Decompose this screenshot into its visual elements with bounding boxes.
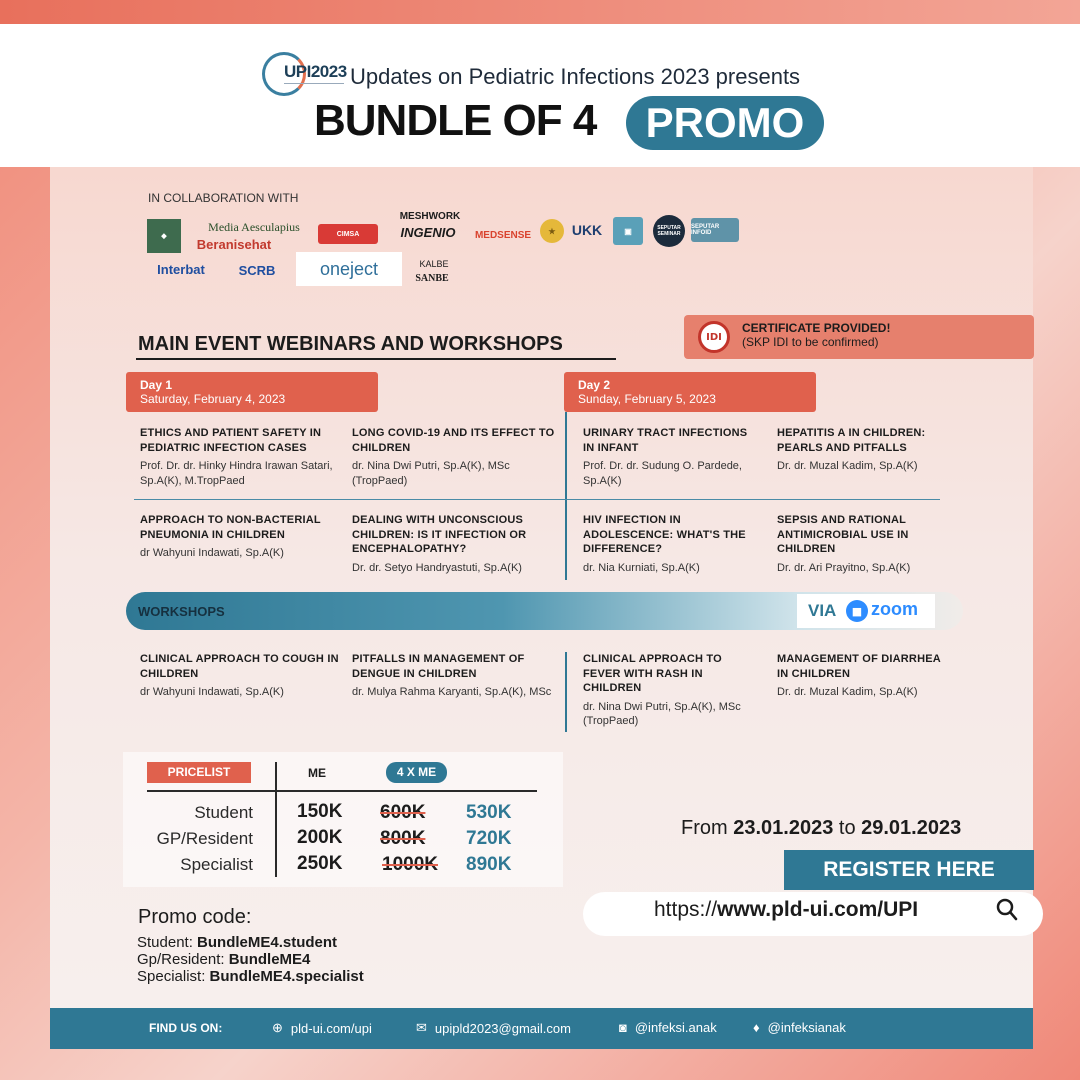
price-old: 600K xyxy=(380,802,426,823)
sponsor-ukk: UKK xyxy=(571,222,603,238)
idi-seal-icon: IDI xyxy=(698,321,730,353)
session-speaker: Dr. dr. Muzal Kadim, Sp.A(K) xyxy=(777,460,918,472)
promo-code-specialist xyxy=(137,968,364,985)
search-icon[interactable] xyxy=(996,898,1018,922)
pricelist-hrule xyxy=(147,790,537,792)
session-speaker: Prof. Dr. dr. Hinky Hindra Irawan Satari, Sp.A(K), M.TropPaed xyxy=(140,460,333,487)
sponsor-scrb: SCRB xyxy=(238,262,276,278)
date-end: 29.01.2023 xyxy=(861,817,962,839)
workshop-speaker: dr. Mulya Rahma Karyanti, Sp.A(K), MSc xyxy=(352,686,552,698)
sponsor-interbat: Interbat xyxy=(157,261,205,277)
presents-text: Updates on Pediatric Infections 2023 presents xyxy=(350,64,801,89)
price-me: 150K xyxy=(297,801,343,822)
session-long-covid xyxy=(352,426,557,488)
day1-label: Day 1 xyxy=(140,378,173,392)
date-to-label: to xyxy=(833,817,862,839)
date-from-label: From xyxy=(681,817,734,839)
promo-code-resident xyxy=(137,951,310,968)
day-divider xyxy=(565,412,567,580)
session-title: HEPATITIS A IN CHILDREN: PEARLS AND PITFALLS xyxy=(777,427,926,454)
date-start: 23.01.2023 xyxy=(733,817,834,839)
day1-date: Saturday, February 4, 2023 xyxy=(140,392,286,406)
price-category: Specialist xyxy=(180,855,253,874)
price-me: 200K xyxy=(297,827,343,848)
price-old: 800K xyxy=(380,828,426,849)
price-new: 890K xyxy=(466,854,512,875)
session-speaker: Dr. dr. Setyo Handryastuti, Sp.A(K) xyxy=(352,561,522,574)
sponsor-kalbe: KALBE xyxy=(419,259,449,269)
sponsor-seputar-infoid: SEPUTAR INFOID xyxy=(691,218,739,242)
workshop-title: CLINICAL APPROACH TO FEVER WITH RASH IN CHILDREN xyxy=(583,653,722,694)
certificate-subtitle: (SKP IDI to be confirmed) xyxy=(742,335,879,349)
workshop-title: MANAGEMENT OF DIARRHEA IN CHILDREN xyxy=(777,653,941,680)
session-title: APPROACH TO NON-BACTERIAL PNEUMONIA IN CHILDREN xyxy=(140,514,321,541)
instagram-text: @infeksi.anak xyxy=(634,1020,717,1035)
promo-who: Student: xyxy=(137,934,198,951)
footer-website[interactable] xyxy=(272,1020,372,1036)
email-text: upipld2023@gmail.com xyxy=(434,1020,571,1036)
session-row-divider xyxy=(134,499,940,500)
workshop-dengue xyxy=(352,652,557,700)
globe-icon: ⊕ xyxy=(272,1020,283,1035)
promo-code: BundleME4.specialist xyxy=(209,968,364,985)
session-sepsis xyxy=(777,513,952,575)
sponsor-green-logo: ◆ xyxy=(147,219,181,253)
price-new: 720K xyxy=(466,828,512,849)
workshop-title: CLINICAL APPROACH TO COUGH IN CHILDREN xyxy=(140,653,339,680)
promo-code-student xyxy=(137,934,337,951)
main-title: MAIN EVENT WEBINARS AND WORKSHOPS xyxy=(138,333,563,355)
sponsor-square-logo: ▣ xyxy=(613,217,643,245)
session-uti xyxy=(583,426,758,488)
pricelist-4xme-header: 4 X ME xyxy=(386,762,447,783)
pricelist-badge: PRICELIST xyxy=(147,762,251,783)
sponsor-meshwork: MESHWORK xyxy=(399,210,461,222)
price-me: 250K xyxy=(297,853,343,874)
workshop-speaker: dr. Nina Dwi Putri, Sp.A(K), MSc (TropPaed) xyxy=(583,700,741,727)
register-button[interactable]: REGISTER HERE xyxy=(784,850,1034,890)
sponsor-media-aesculapius: Media Aesculapius xyxy=(208,219,300,234)
session-title: ETHICS AND PATIENT SAFETY IN PEDIATRIC INFECTION CASES xyxy=(140,427,322,454)
promo-who: Gp/Resident: xyxy=(137,951,229,968)
session-ethics xyxy=(140,426,345,488)
sponsor-ingenio: INGENIO xyxy=(400,224,456,240)
price-category: GP/Resident xyxy=(156,829,253,848)
sponsor-beranisehat: Beranisehat xyxy=(196,236,272,252)
day2-date: Sunday, February 5, 2023 xyxy=(578,392,716,406)
day1-tab xyxy=(126,372,378,412)
day2-label: Day 2 xyxy=(578,378,611,392)
twitter-text: @infeksianak xyxy=(767,1020,846,1035)
workshop-divider xyxy=(565,652,567,732)
collab-label: IN COLLABORATION WITH xyxy=(148,191,299,205)
sponsor-yellow-seal: ★ xyxy=(540,219,564,243)
workshop-speaker: Dr. dr. Muzal Kadim, Sp.A(K) xyxy=(777,686,918,698)
certificate-title: CERTIFICATE PROVIDED! xyxy=(742,321,891,335)
workshop-diarrhea xyxy=(777,652,952,700)
session-unconscious xyxy=(352,513,557,575)
zoom-word: zoom xyxy=(871,599,918,619)
session-speaker: dr. Nina Dwi Putri, Sp.A(K), MSc (TropPaed) xyxy=(352,460,510,487)
zoom-via-text: VIA xyxy=(808,601,837,620)
session-title: HIV INFECTION IN ADOLESCENCE: WHAT'S THE DIFFERENCE? xyxy=(583,514,746,555)
workshop-cough xyxy=(140,652,345,700)
session-speaker: Prof. Dr. dr. Sudung O. Pardede, Sp.A(K) xyxy=(583,460,742,487)
promo-code-title: Promo code: xyxy=(138,906,252,928)
session-speaker: dr. Nia Kurniati, Sp.A(K) xyxy=(583,561,700,574)
video-camera-icon: ■ xyxy=(846,600,868,622)
website-text: pld-ui.com/upi xyxy=(290,1020,372,1036)
footer-instagram[interactable] xyxy=(619,1020,717,1035)
day2-tab xyxy=(564,372,816,412)
find-us-label: FIND US ON: xyxy=(149,1021,223,1035)
register-url[interactable] xyxy=(654,898,918,922)
url-domain: www.pld-ui.com/UPI xyxy=(717,898,919,921)
footer-email[interactable] xyxy=(416,1020,571,1036)
promo-code: BundleME4 xyxy=(228,951,311,968)
upi-logo xyxy=(262,52,347,98)
workshop-speaker: dr Wahyuni Indawati, Sp.A(K) xyxy=(140,686,284,698)
sponsor-sanbe: SANBE xyxy=(415,272,449,284)
price-old: 1000K xyxy=(382,854,438,875)
top-strip xyxy=(0,0,1080,24)
workshops-label: WORKSHOPS xyxy=(138,604,225,619)
mail-icon: ✉ xyxy=(416,1020,427,1035)
logo-subline xyxy=(284,83,344,89)
session-title: SEPSIS AND RATIONAL ANTIMICROBIAL USE IN CHILDREN xyxy=(777,514,909,555)
promo-who: Specialist: xyxy=(137,968,210,985)
twitter-icon: ♦ xyxy=(753,1020,760,1035)
sponsor-cimsa: CIMSA xyxy=(318,224,378,244)
session-title: LONG COVID-19 AND ITS EFFECT TO CHILDREN xyxy=(352,427,555,454)
registration-dates xyxy=(681,817,961,840)
session-pneumonia xyxy=(140,513,345,561)
pricelist-vrule xyxy=(275,762,277,877)
sponsor-seputar-seminar: SEPUTAR SEMINAR xyxy=(653,215,685,247)
url-prefix: https:// xyxy=(654,898,718,921)
sponsor-medsense: MEDSENSE xyxy=(474,229,532,241)
session-speaker: Dr. dr. Ari Prayitno, Sp.A(K) xyxy=(777,561,911,574)
session-hiv xyxy=(583,513,763,575)
main-title-underline xyxy=(136,358,616,360)
pricelist-me-header: ME xyxy=(308,766,326,780)
session-title: DEALING WITH UNCONSCIOUS CHILDREN: IS IT INFECTION OR ENCEPHALOPATHY? xyxy=(352,514,527,555)
promo-code: BundleME4.student xyxy=(197,934,338,951)
logo-text: UPI2023 xyxy=(284,62,347,81)
price-category: Student xyxy=(194,803,253,822)
workshop-title: PITFALLS IN MANAGEMENT OF DENGUE IN CHILDREN xyxy=(352,653,525,680)
session-title: URINARY TRACT INFECTIONS IN INFANT xyxy=(583,427,748,454)
footer-twitter[interactable] xyxy=(753,1020,846,1035)
session-hepatitis xyxy=(777,426,952,474)
workshop-fever-rash xyxy=(583,652,753,729)
bundle-title: BUNDLE OF 4 xyxy=(314,96,597,145)
sponsor-oneject: oneject xyxy=(296,252,402,286)
instagram-icon: ◙ xyxy=(619,1020,627,1035)
session-speaker: dr Wahyuni Indawati, Sp.A(K) xyxy=(140,547,284,559)
promo-pill: PROMO xyxy=(626,96,824,150)
price-new: 530K xyxy=(466,802,512,823)
